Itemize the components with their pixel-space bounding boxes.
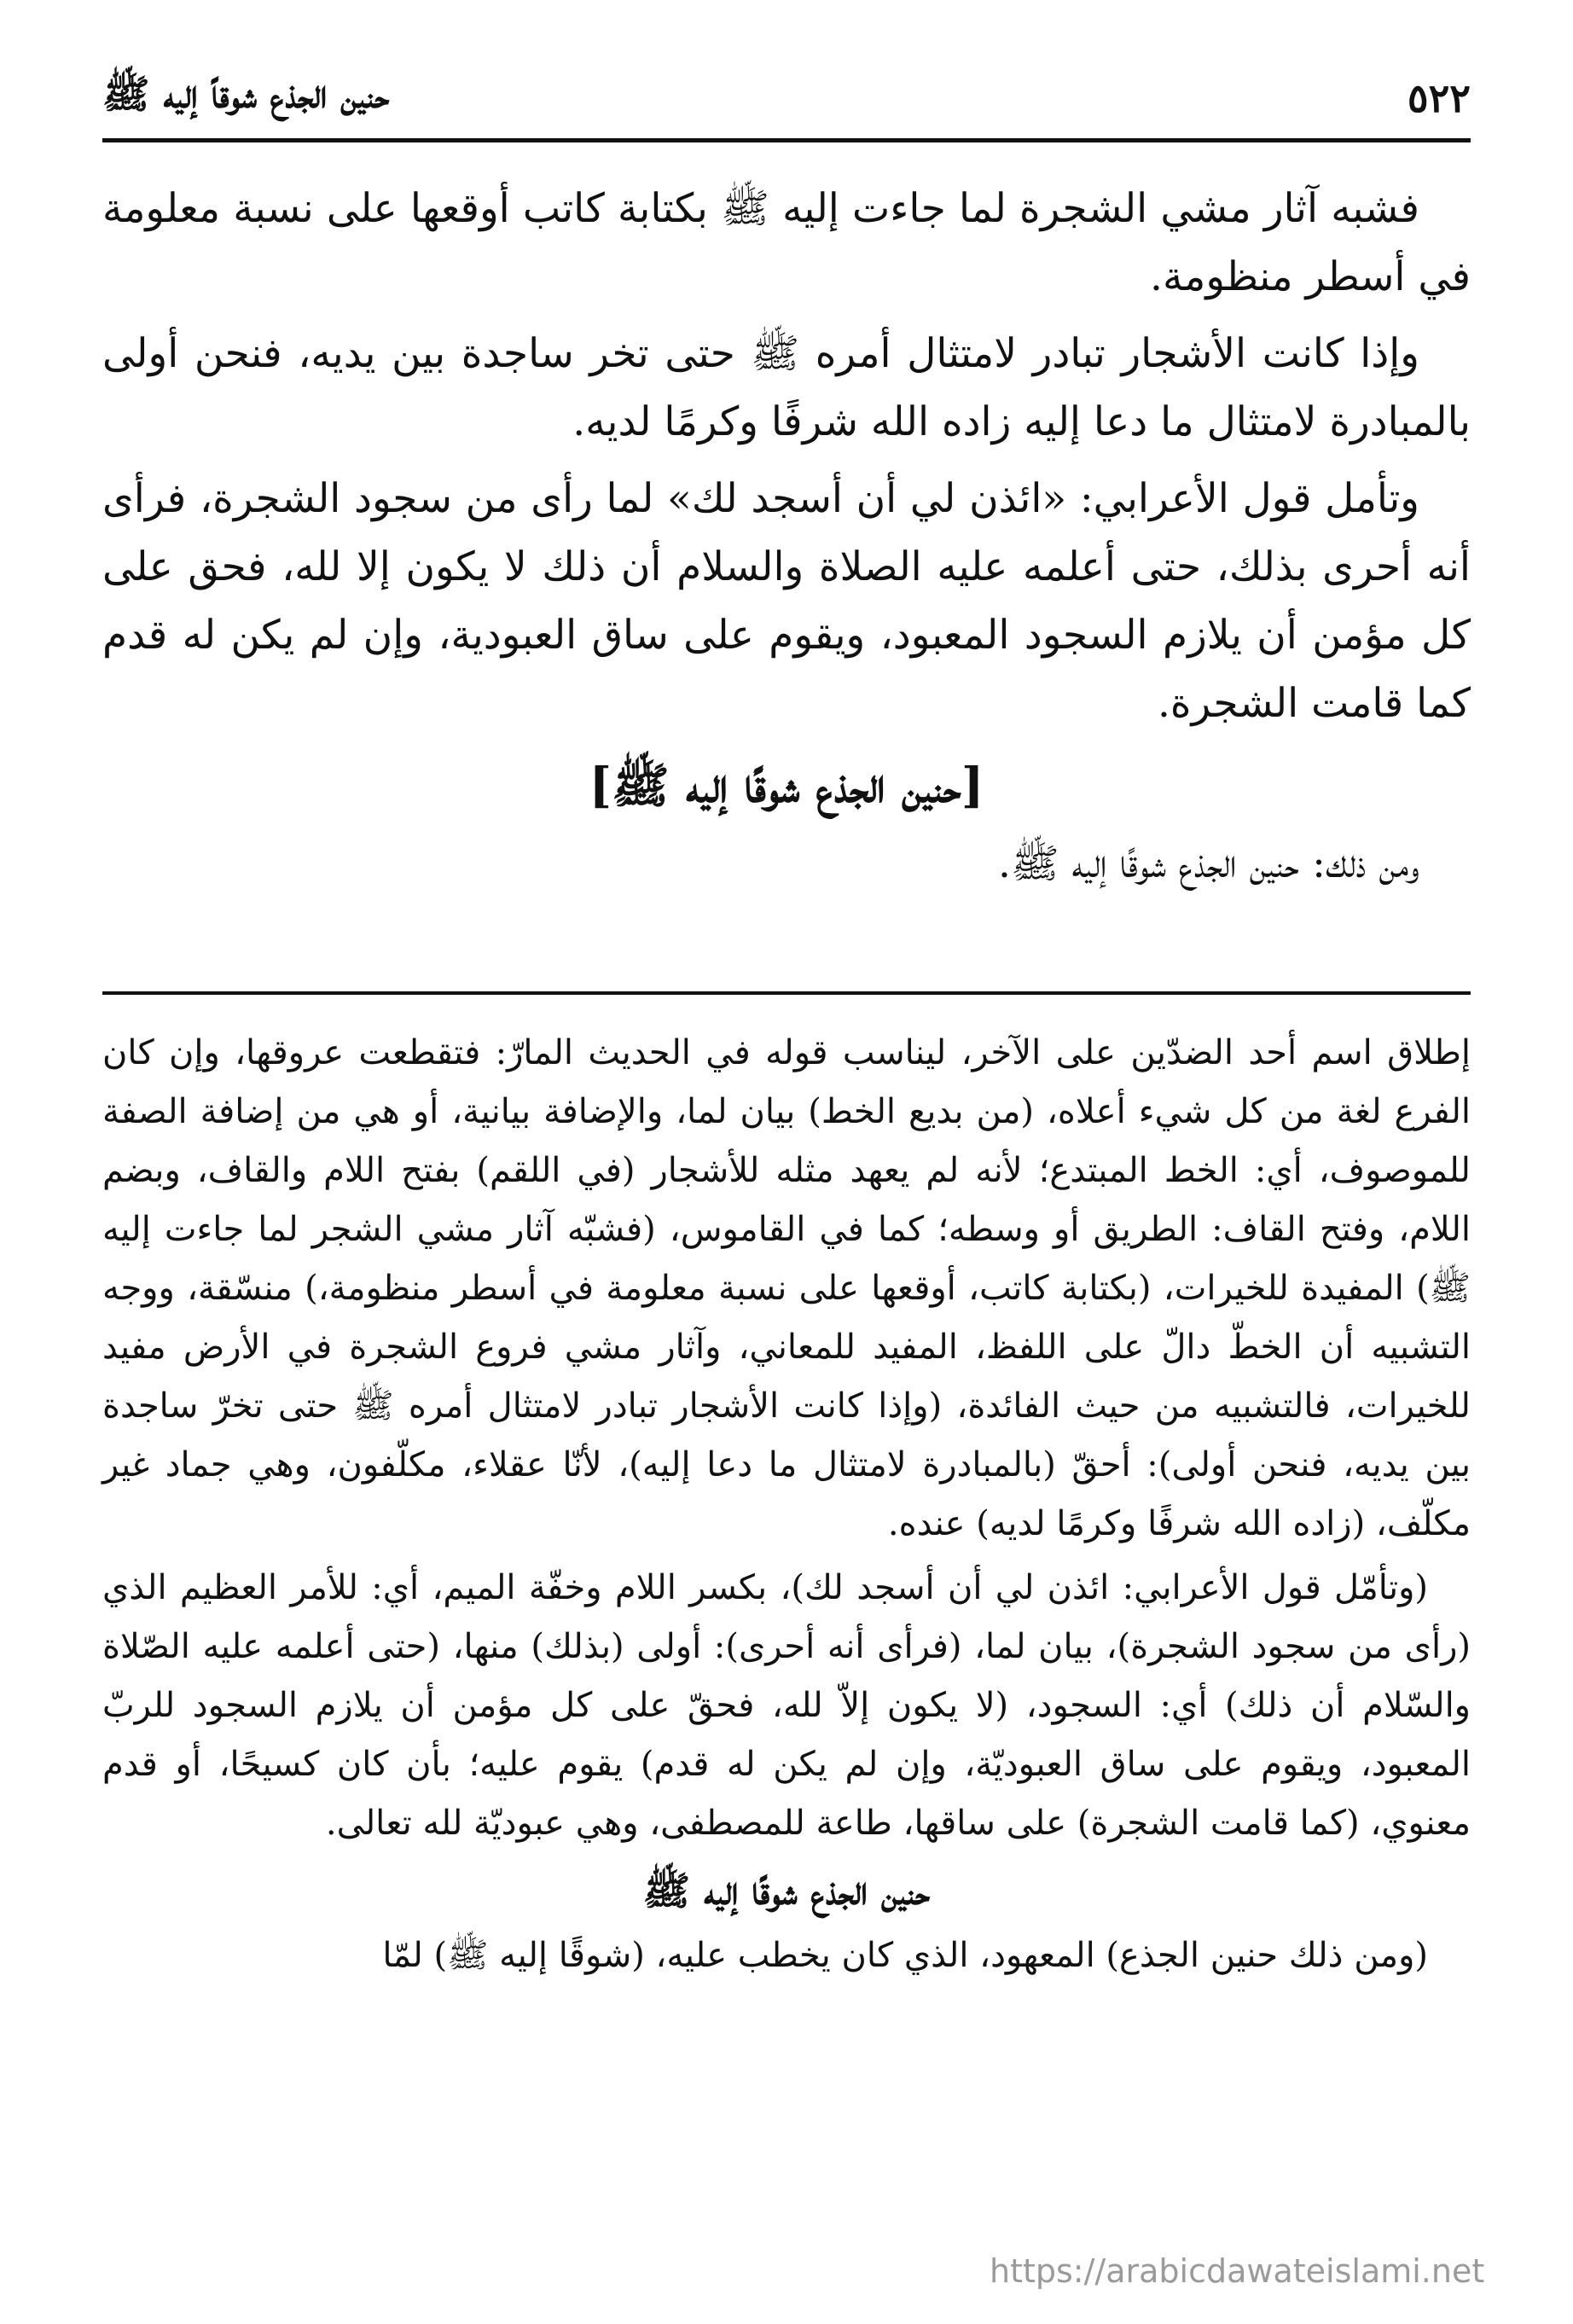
commentary-heading: حنين الجذع شوقًا إليه ﷺ (642, 1868, 931, 1914)
main-paragraph: وتأمل قول الأعرابي: «ائذن لي أن أسجد لك» لما رأى من سجود الشجرة، فرأى أنه أحرى بذلك، حتى أعلمه عليه الصلاة والسلام أن ذلك لا يكون إلا لله، فحق على كل مؤمن أن يلازم السجود المعبود، ويقوم على ساق العبودية، وإن لم يكن له قدم كما قامت الشجرة. (102, 475, 1471, 727)
main-paragraph: وإذا كانت الأشجار تبادر لامتثال أمره ﷺ حتى تخر ساجدة بين يديه، فنحن أولى بالمبادرة لامتثال ما دعا إليه زاده الله شرفًا وكرمًا لديه. (102, 330, 1471, 445)
watermark-url: https://arabicdawateislami.net (990, 2252, 1485, 2290)
commentary-paragraph: (وتأمّل قول الأعرابي: ائذن لي أن أسجد لك)، بكسر اللام وخفّة الميم، أي: للأمر العظيم الذي (رأى من سجود الشجرة)، بيان لما، (فرأى أنه أحرى): أولى (بذلك) منها، (حتى أعلمه عليه الصّلاة والسّلام أن ذلك) أي: السجود، (لا يكون إلاّ لله، فحقّ على كل مؤمن أن يلازم السجود للربّ المعبود، ويقوم على ساق العبوديّة، وإن لم يكن له قدم) يقوم عليه؛ بأن كان كسيحًا، أو قدم معنوي، (كما قامت الشجرة) على ساقها، طاعة للمصطفى، وهي عبوديّة لله تعالى. (102, 1568, 1471, 1843)
section-heading: [حنين الجذع شوقًا إليه ﷺ] (589, 758, 984, 814)
commentary-text (102, 1024, 1471, 1990)
page-number: ٥٢٢ (1407, 75, 1471, 121)
running-title: حنين الجذع شوقاً إليه ﷺ (102, 70, 390, 117)
commentary-paragraph: (ومن ذلك حنين الجذع) المعهود، الذي كان يخطب عليه، (شوقًا إليه ﷺ) لمّا (382, 1936, 1428, 1975)
main-paragraph: ومن ذلك: حنين الجذع شوقًا إليه ﷺ. (997, 840, 1419, 887)
page-header (102, 60, 1471, 137)
main-paragraph: فشبه آثار مشي الشجرة لما جاءت إليه ﷺ بكتابة كاتب أوقعها على نسبة معلومة في أسطر منظومة. (102, 185, 1471, 300)
commentary-divider (102, 991, 1471, 995)
header-rule (102, 138, 1471, 142)
book-page (102, 0, 1471, 2324)
commentary-paragraph: إطلاق اسم أحد الضدّين على الآخر، ليناسب قوله في الحديث المارّ: فتقطعت عروقها، وإن كان الفرع لغة من كل شيء أعلاه، (من بديع الخط) بيان لما، والإضافة بيانية، أو هي من إضافة الصفة للموصوف، أي: الخط المبتدع؛ لأنه لم يعهد مثله للأشجار (في اللقم) بفتح اللام والقاف، وبضم اللام، وفتح القاف: الطريق أو وسطه؛ كما في القاموس، (فشبّه آثار مشي الشجر لما جاءت إليه ﷺ) المفيدة للخيرات، (بكتابة كاتب، أوقعها على نسبة معلومة في أسطر منظومة،) منسّقة، ووجه التشبيه أن الخطّ دالّ على اللفظ، المفيد للمعاني، وآثار مشي فروع الشجرة في الأرض مفيد للخيرات، فالتشبيه من حيث الفائدة، (وإذا كانت الأشجار تبادر لامتثال أمره ﷺ حتى تخرّ ساجدة بين يديه، فنحن أولى): أحقّ (بالمبادرة لامتثال ما دعا إليه)، لأنّا عقلاء، مكلّفون، وهي جماد غير مكلّف، (زاده الله شرفًا وكرمًا لديه) عنده. (102, 1033, 1471, 1543)
main-text (102, 175, 1471, 907)
